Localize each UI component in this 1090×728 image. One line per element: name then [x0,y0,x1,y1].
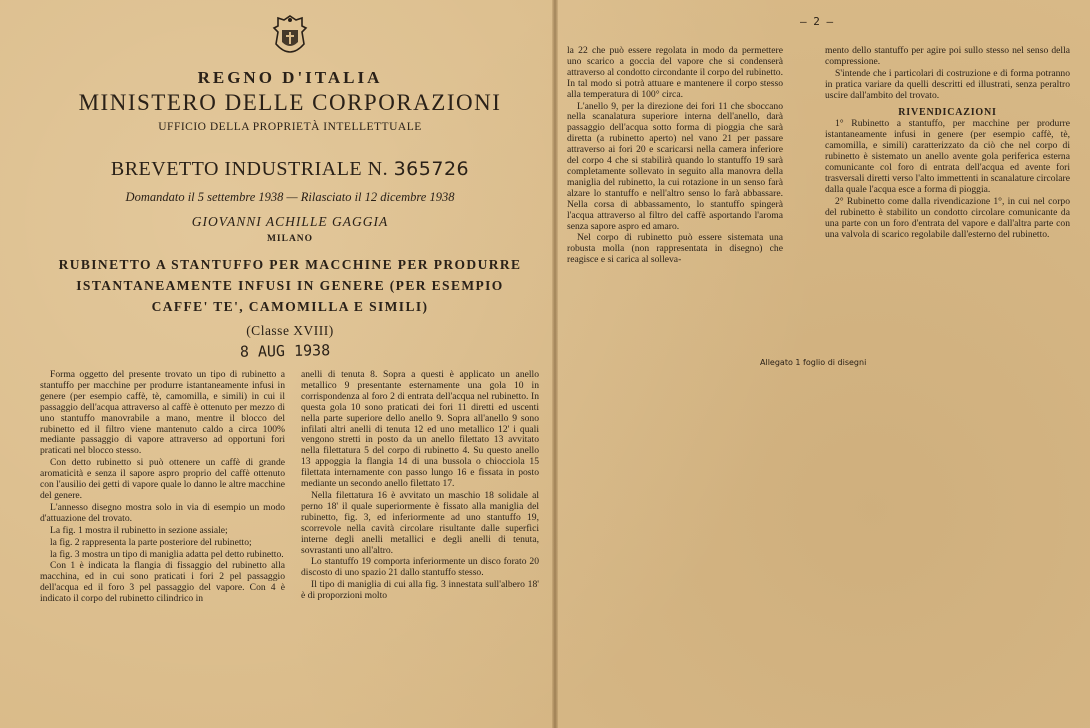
text-column-4 [825,46,1070,241]
title-line: ISTANTANEAMENTE INFUSI IN GENERE (PER ESEMPIO [76,278,504,293]
title-line: RUBINETTO A STANTUFFO PER MACCHINE PER PRODURRE [58,257,522,272]
paragraph: Lo stantuffo 19 comporta inferiormente un disco forato 20 discosto di uno spazio 21 dallo stantuffo stesso. [301,556,539,579]
patent-label: BREVETTO INDUSTRIALE N. [110,158,389,180]
paragraph: Nella filettatura 16 è avvitato un maschio 18 solidale al perno 18' il quale superiormente è fissato alla maniglia del rubinetto, fig. 3, ed inferiormente ad uno stantuffo 19, scorrevole nella cavità circolare risultante dalle superfici interne degli anelli metallici e degli anelli di tenuta, sovrastanti uno all'altro. [301,489,539,556]
patent-heading [60,158,520,181]
paragraph: la 22 che può essere regolata in modo da permettere uno scarico a goccia del vapore che si condenserà attraverso al condotto circondante il corpo del rubinetto. In tal modo si potrà attuare e mantenere il corpo stesso alla temperatura di 100° circa. [567,45,783,100]
paragraph: Con 1 è indicata la flangia di fissaggio del rubinetto alla macchina, ed in cui sono praticati i fori 2 pel passaggio dell'acqua ed il foro 3 pel passaggio del vapore. Con 4 è indicato il corpo del rubinetto cilindrico in [40,560,285,605]
paragraph: la fig. 2 rappresenta la parte posteriore del rubinetto; [50,536,252,548]
paragraph: L'anello 9, per la direzione dei fori 11 che sboccano nella scanalatura superiore interna dell'anello, darà passaggio dell'acqua sotto forma di pioggia che sarà diretta (a rubinetto aperto) nel vano 21 per passare attraverso ai fori 20 e scaricarsi nella camera inferiore del corpo 4 che si stabilirà quando lo stantuffo 19 sarà completamente sollevato in seguito alla manovra della maniglia del rubinetto, la cui rotazione in un senso farà alzare lo stantuffo e nell'altro senso lo farà abbassare. Nella corsa di abbassamento, lo stantuffo spingerà l'acqua attraverso al filtro del caffè asportando l'aroma senza sapore aspro ed amaro. [567,100,783,232]
paragraph: Forma oggetto del presente trovato un tipo di rubinetto a stantuffo per macchine per produrre istantaneamente infusi in genere (per esempio caffè, tè, camomilla, e simili) in cui il passaggio dell'acqua attraverso al caffè è ottenuto per mezzo di uno stantuffo manovrabile a mano, mentre il blocco del rubinetto ed il filtro viene mantenuto caldo a circa 100% mediante passaggio di vapore attraverso ad opportuni fori praticati nel blocco stesso. [40,369,285,457]
kingdom-heading: REGNO D'ITALIA [197,68,383,87]
paragraph: anelli di tenuta 8. Sopra a questi è applicato un anello metallico 9 presentante esternamente una gola 10 in corrispondenza al foro 2 di entrata dell'acqua nel rubinetto. In questa gola 10 sono praticati dei fori 11 diretti ed uscenti nella parte superiore dello anello 9. Sopra all'anello 9 sono infilati altri anelli di tenuta 12 ed uno metallico 12' i quali vengono stretti in posto da un anello filettato 13 avvitato nella filettatura 5 del corpo di rubinetto 4. Su questo anello 13 appoggia la flangia 14 di una bussola o chiocciola 15 filettata internamente con passo lungo 16 e fissata in posto mediante un secondo anello filettato 17. [301,369,539,490]
date-stamp: 8 AUG 1938 [239,341,331,361]
claims-heading: RIVENDICAZIONI [898,106,997,118]
patent-number: 365726 [393,158,470,180]
patent-title [40,254,540,317]
paragraph: Nel corpo di rubinetto può essere sistemata una robusta molla (non rappresentata in disegno) che reagisce e si carica al solleva- [567,232,783,266]
attachment-note: Allegato 1 foglio di disegni [760,358,867,367]
patent-dates: Domandato il 5 settembre 1938 — Rilasciato il 12 dicembre 1938 [125,190,455,204]
page-fold [552,0,558,728]
paragraph: S'intende che i particolari di costruzione e di forma potranno in pratica variare da quelli descritti ed illustrati, senza peraltro uscire dall'ambito del trovato. [825,67,1070,101]
paragraph: La fig. 1 mostra il rubinetto in sezione assiale; [50,524,228,536]
text-column-1 [40,370,285,606]
claim-item: 1° Rubinetto a stantuffo, per macchine per produrre istantaneamente infusi in genere (per esempio caffè, tè, camomilla, e simili) caratterizzato da ciò che nel corpo di rubinetto è sistemato un anello avente gola periferica esterna comunicante col foro di entrata dell'acqua ed avente fori trasversali diretti verso l'alto immettenti in scanalature circolare dalla quale l'acqua esce a forma di pioggia. [825,118,1070,195]
text-column-3 [567,46,783,267]
page-number: — 2 — [800,15,834,28]
claim-item: 2° Rubinetto come dalla rivendicazione 1°, in cui nel corpo del rubinetto è stabilito un condotto circolare comunicante da una parte con un foro d'entrata del vapore e dall'altra parte con una valvola di scarico regolabile dall'esterno del rubinetto. [825,195,1070,240]
inventor-city: MILANO [266,234,314,244]
text-column-2 [301,370,539,603]
title-line: CAFFE' TE', CAMOMILLA E SIMILI) [151,299,429,314]
paragraph: Il tipo di maniglia di cui alla fig. 3 innestata sull'albero 18' è di proporzioni molto [301,579,539,602]
ministry-heading: MINISTERO DELLE CORPORAZIONI [78,90,502,115]
patent-class: (Classe XVIII) [246,323,334,338]
paragraph: L'annesso disegno mostra solo in via di esempio un modo d'attuazione del trovato. [40,501,285,524]
inventor-name: GIOVANNI ACHILLE GAGGIA [191,214,389,229]
coat-of-arms-icon [270,14,310,62]
paragraph: mento dello stantuffo per agire poi sullo stesso nel senso della compressione. [825,45,1070,67]
office-heading: UFFICIO DELLA PROPRIETÀ INTELLETTUALE [158,121,422,133]
paragraph: la fig. 3 mostra un tipo di maniglia adatta pel detto rubinetto. [50,548,284,560]
paragraph: Con detto rubinetto si può ottenere un caffè di grande aromaticità e senza il sapore aspro proprio del caffè ottenuto con l'ausilio dei getti di vapore quale lo danno le altre macchine del genere. [40,457,285,501]
